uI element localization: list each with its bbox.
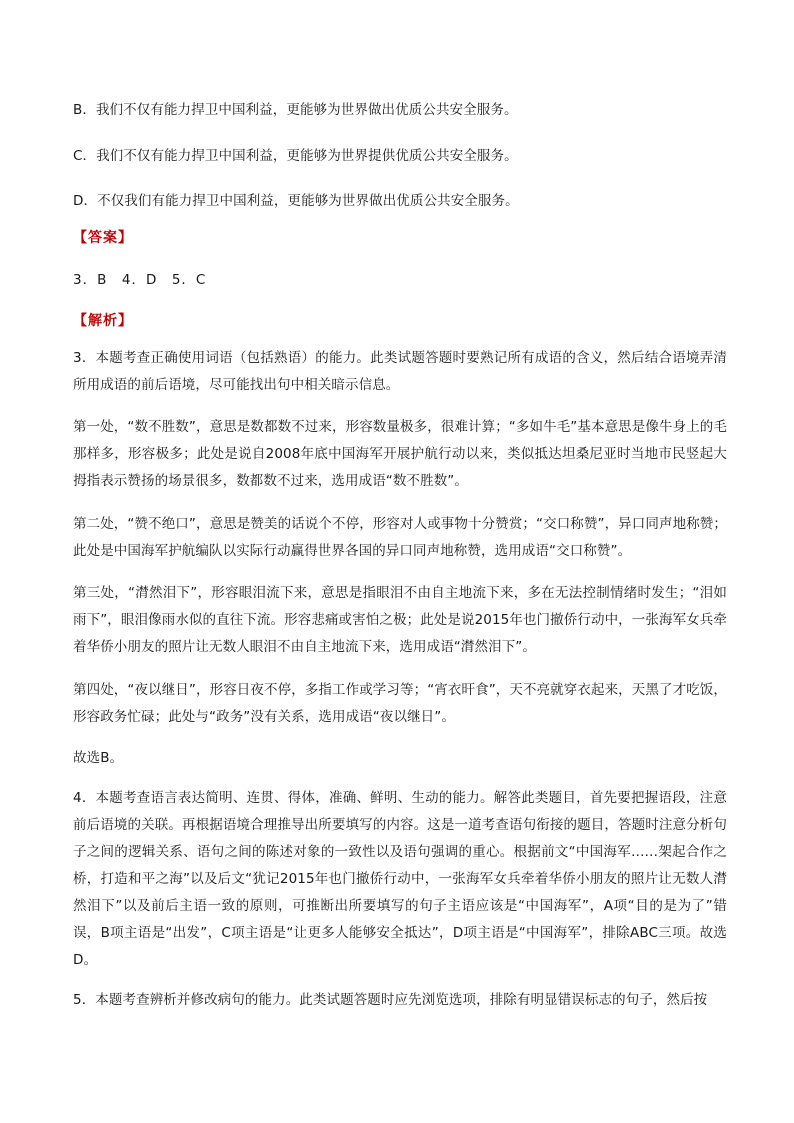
analysis-paragraph-3: 3．本题考查正确使用词语（包括熟语）的能力。此类试题答题时要熟记所有成语的含义，然后结合语境弄清所用成语的前后语境，尽可能找出句中相关暗示信息。 [73,350,727,393]
analysis-first-point: 第一处，“数不胜数”，意思是数都数不过来，形容数量极多，很难计算；“多如牛毛”基本意思是像牛身上的毛那样多，形容极多；此处是说自2008年底中国海军开展护航行动以来，类似抵达坦桑尼亚时当地市民竖起大拇指表示赞扬的场景很多，数都数不过来，选用成语“数不胜数”。 [73,419,727,489]
analysis-choose-b: 故选B。 [73,750,124,766]
option-b: B．我们不仅有能力捍卫中国利益，更能够为世界做出优质公共安全服务。 [73,102,518,118]
analysis-second-point: 第二处，“赞不绝口”，意思是赞美的话说个不停，形容对人或事物十分赞赏；“交口称赞”，异口同声地称赞；此处是中国海军护航编队以实际行动赢得世界各国的异口同声地称赞，选用成语“交口称赞”。 [73,516,727,559]
answer-heading: 【答案】 [73,230,133,246]
answer-text: 3．B 4．D 5．C [73,272,207,288]
analysis-paragraph-4: 4．本题考查语言表达简明、连贯、得体，准确、鲜明、生动的能力。解答此类题目，首先要把握语段，注意前后语境的关联。再根据语境合理推导出所要填写的内容。这是一道考查语句衔接的题目，答题时注意分析句子之间的逻辑关系、语句之间的陈述对象的一致性以及语句强调的重心。根据前文“中国海军……架起合作之桥，打造和平之海”以及后文“犹记2015年也门撤侨行动中，一张海军女兵牵着华侨小朋友的照片让无数人潸然泪下”以及前后主语一致的原则，可推断出所要填写的句子主语应该是“中国海军”，A项“目的是为了”错误，B项主语是“出发”，C项主语是“让更多人能够安全抵达”，D项主语是“中国海军”，排除ABC三项。故选D。 [73,790,727,968]
analysis-heading: 【解析】 [73,313,133,329]
option-d: D．不仅我们有能力捍卫中国利益，更能够为世界做出优质公共安全服务。 [73,193,519,209]
analysis-paragraph-5: 5．本题考查辨析并修改病句的能力。此类试题答题时应先浏览选项，排除有明显错误标志的句子，然后按 [73,992,708,1008]
analysis-third-point: 第三处，“潸然泪下”，形容眼泪流下来，意思是指眼泪不由自主地流下来，多在无法控制情绪时发生；“泪如雨下”，眼泪像雨水似的直往下流。形容悲痛或害怕之极；此处是说2015年也门撤侨行动中，一张海军女兵牵着华侨小朋友的照片让无数人眼泪不由自主地流下来，选用成语“潸然泪下”。 [73,585,727,655]
analysis-fourth-point: 第四处，“夜以继日”，形容日夜不停，多指工作或学习等；“宵衣旰食”，天不亮就穿衣起来，天黑了才吃饭，形容政务忙碌；此处与“政务”没有关系，选用成语“夜以继日”。 [73,682,727,725]
option-c: C．我们不仅有能力捍卫中国利益，更能够为世界提供优质公共安全服务。 [73,148,518,164]
